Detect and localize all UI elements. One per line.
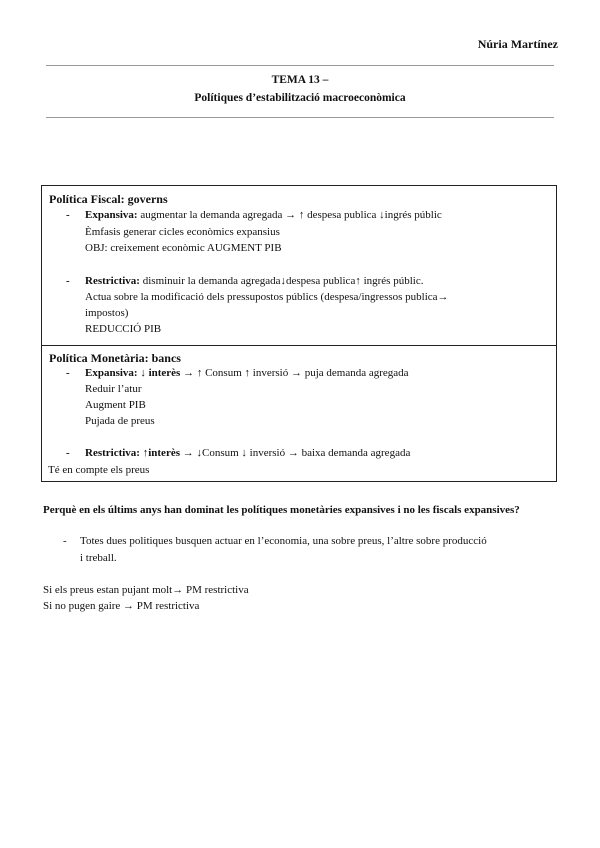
fiscal-restrictiva-text: disminuir la demanda agregada↓despesa publica↑ ingrés públic. — [139, 275, 424, 287]
note-line-2: Si no pugen gaire → PM restrictiva — [43, 600, 200, 612]
fiscal-policy-box — [41, 185, 557, 346]
fiscal-restrictiva-label: Restrictiva: — [85, 275, 140, 287]
fiscal-restrictiva-line — [85, 275, 423, 287]
fiscal-expansiva-label: Expansiva: — [85, 209, 138, 221]
monetary-restrictiva-label: Restrictiva: ↑interès — [85, 447, 180, 459]
monetary-expansiva-label: Expansiva: ↓ interès — [85, 367, 181, 379]
answer-line-2: i treball. — [80, 552, 117, 564]
document-title-line1: TEMA 13 – — [271, 74, 329, 86]
monetary-footer: Té en compte els preus — [48, 464, 150, 476]
list-dash: - — [66, 367, 70, 379]
monetary-expansiva-effect-2: Augment PIB — [85, 399, 146, 411]
answer-line-1: Totes dues politiques busquen actuar en l’economia, una sobre preus, l’altre sobre producció — [80, 535, 487, 547]
monetary-expansiva-text: → ↑ Consum ↑ inversió → puja demanda agregada — [180, 367, 409, 379]
monetary-restrictiva-text: → ↓Consum ↓ inversió → baixa demanda agregada — [180, 447, 411, 459]
list-dash: - — [66, 447, 70, 459]
monetary-policy-box — [41, 345, 557, 482]
top-divider — [46, 65, 554, 66]
fiscal-restrictiva-result: REDUCCIÓ PIB — [85, 323, 162, 335]
note-line-1: Si els preus estan pujant molt→ PM restrictiva — [43, 584, 249, 596]
monetary-restrictiva-line — [85, 447, 410, 459]
fiscal-restrictiva-detail-cont: impostos) — [85, 307, 129, 319]
title-divider — [46, 117, 554, 118]
fiscal-policy-title: Política Fiscal: governs — [49, 192, 168, 206]
list-dash: - — [66, 275, 70, 287]
fiscal-expansiva-detail: Èmfasis generar cicles econòmics expansius — [85, 226, 280, 238]
author-name: Núria Martínez — [477, 37, 558, 51]
monetary-expansiva-effect-3: Pujada de preus — [85, 415, 155, 427]
monetary-expansiva-effect-1: Reduir l’atur — [85, 383, 142, 395]
fiscal-restrictiva-detail: Actua sobre la modificació dels pressupostos públics (despesa/ingressos publica→ — [85, 291, 449, 303]
list-dash: - — [66, 209, 70, 221]
fiscal-expansiva-objective: OBJ: creixement econòmic AUGMENT PIB — [85, 242, 282, 254]
fiscal-expansiva-line — [85, 209, 442, 221]
fiscal-expansiva-text: augmentar la demanda agregada → ↑ despesa publica ↓ingrés públic — [137, 209, 442, 221]
monetary-expansiva-line — [85, 367, 409, 379]
monetary-policy-title: Política Monetària: bancs — [49, 351, 181, 365]
document-title-line2: Polítiques d’estabilització macroeconòmica — [194, 92, 406, 104]
question-heading: Perquè en els últims anys han dominat les polítiques monetàries expansives i no les fiscals expansives? — [43, 504, 520, 516]
list-dash: - — [63, 535, 67, 547]
